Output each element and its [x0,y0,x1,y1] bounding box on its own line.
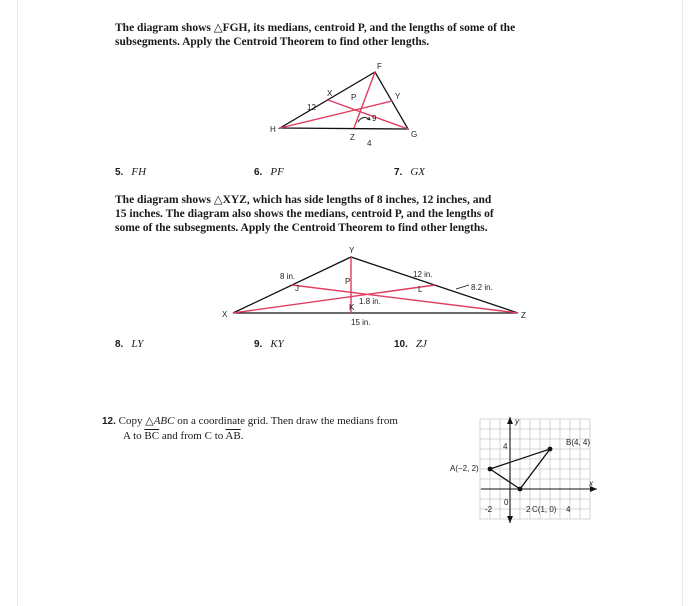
label-h: H [270,125,276,134]
label-z: Z [521,311,526,320]
point-c-dot [518,487,523,492]
x-axis-label: x [589,479,593,488]
y-axis-label: y [515,417,519,426]
tick-x-neg2: -2 [485,505,493,514]
problem-12-triangle-name: ABC [153,415,175,427]
label-l: L [418,285,423,294]
problem-8-number: 8. [115,339,124,350]
point-b-dot [548,447,553,452]
label-p: P [345,277,351,286]
point-a-label: A(−2, 2) [450,464,479,473]
label-j: J [295,284,299,293]
tick-x-0: 0 [504,498,509,507]
length-pz: 8.2 in. [471,283,493,292]
problem-5-number: 5. [115,167,124,178]
problem-6-variable: PF [270,166,284,178]
problem-8-variable: LY [131,338,144,350]
problem-12-from-a: A to [123,430,145,442]
problem-5-variable: FH [131,166,147,178]
length-xy: 8 in. [280,272,296,281]
point-c-label: C(1, 0) [532,505,557,514]
intro-fgh-line2: subsegments. Apply the Centroid Theorem to find other lengths. [115,36,430,48]
intro-xyz-line1: The diagram shows △XYZ, which has side lengths of 8 inches, 12 inches, and [115,194,492,206]
problem-12-period: . [240,430,244,442]
point-a-dot [488,467,493,472]
segment-bc: $\overline{BC}$ [144,430,160,442]
length-xz: 15 in. [351,318,371,327]
label-x: X [327,89,333,98]
point-c-group [518,487,523,492]
y-axis-arrow-icon [507,417,513,424]
intro-xyz-line2: 15 inches. The diagram also shows the medians, centroid P, and the lengths of [115,208,494,220]
intro-fgh-line1: The diagram shows △FGH, its medians, centroid P, and the lengths of some of the [115,22,516,34]
intro-xyz-line3: some of the subsegments. Apply the Centroid Theorem to find other lengths. [115,222,488,234]
length-hx: 12 [307,103,316,112]
problem-12-copy-text: Copy △ [118,415,154,427]
length-yz: 12 in. [413,270,433,279]
label-y: Y [395,92,401,101]
tick-y-4: 4 [503,442,508,451]
problem-12-number: 12. [102,416,116,427]
problem-9-number: 9. [254,339,263,350]
label-z: Z [350,133,355,142]
point-a-group [488,467,493,472]
label-f: F [377,62,382,71]
length-pk: 1.8 in. [359,297,381,306]
problem-9-variable: KY [270,338,284,350]
point-b-label: B(4, 4) [566,438,591,447]
point-b-group [548,447,553,452]
problem-10-number: 10. [394,339,408,350]
y-axis-down-arrow-icon [507,516,513,523]
coordinate-grid [18,0,682,606]
label-p: P [351,93,357,102]
label-k: K [349,303,355,312]
tick-x-2: 2 [526,505,531,514]
problem-7-number: 7. [394,167,403,178]
label-y: Y [349,246,355,255]
tick-x-4: 4 [566,505,571,514]
problem-6-number: 6. [254,167,263,178]
segment-ab: $\overline{AB}$ [225,430,241,442]
problem-12-instruction: on a coordinate grid. Then draw the medians from [174,415,398,427]
length-py: 9 [372,114,377,123]
label-g: G [411,130,418,139]
problem-7-variable: GX [410,166,426,178]
worksheet-page [18,0,682,606]
length-zg: 4 [367,139,372,148]
problem-12-from-c: and from C to [159,430,226,442]
label-x: X [222,310,228,319]
problem-10-variable: ZJ [415,338,427,350]
